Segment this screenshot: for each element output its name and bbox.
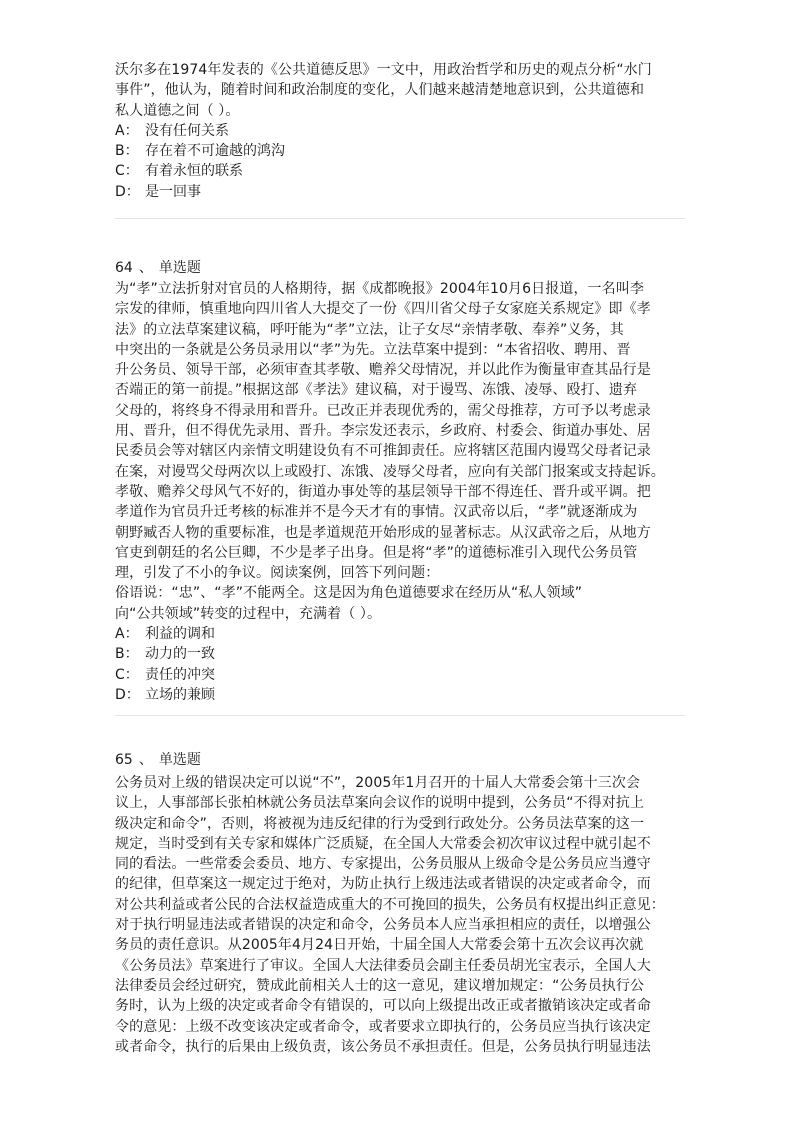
stem-line: 升公务员、领导干部，必须审查其孝敬、赡养父母情况，并以此作为衡量审查其品行是 <box>115 362 651 379</box>
stem-line: 父母的，将终身不得录用和晋升。已改正并表现优秀的，需父母推荐，方可予以考虑录 <box>115 402 651 419</box>
stem-line: 宗发的律师，慎重地向四川省人大提交了一份《四川省父母子女家庭关系规定》即《孝 <box>115 301 651 318</box>
stem-line: 事件”，他认为，随着时间和政治制度的变化，人们越来越清楚地意识到，公共道德和 <box>115 82 645 99</box>
stem-line: 法》的立法草案建议稿，呼吁能为“孝”立法，让子女尽“亲情孝敬、奉养”义务，其 <box>115 321 624 338</box>
option-label: C： <box>115 163 139 180</box>
option-label: C： <box>115 666 139 683</box>
separator: 、 <box>138 752 153 768</box>
option-text: 存在着不可逾越的鸿沟 <box>145 143 285 160</box>
stem-line: 对公共利益或者公民的合法权益造成重大的不可挽回的损失，公务员有权提出纠正意见： <box>115 896 665 913</box>
stem-line: 议上，人事部部长张柏林就公务员法草案向会议作的说明中提到，公务员“不得对抗上 <box>115 795 645 812</box>
option-text: 是一回事 <box>145 183 201 200</box>
option-label: B： <box>115 646 139 663</box>
question-65-header <box>115 750 201 770</box>
option-label: B： <box>115 143 139 160</box>
option-a[interactable] <box>115 121 685 141</box>
question-type: 单选题 <box>158 752 201 768</box>
stem-line: 令的意见：上级不改变该决定或者命令，或者要求立即执行的，公务员应当执行该决定 <box>115 1018 651 1035</box>
option-b[interactable] <box>115 141 685 161</box>
question-64 <box>115 279 685 705</box>
separator: 、 <box>138 260 153 276</box>
question-number: 65 <box>115 752 133 768</box>
option-label: D： <box>115 183 140 200</box>
stem-line: 务员的责任意识。从2005年4月24日开始，十届全国人大常委会第十五次会议再次就 <box>115 937 644 954</box>
option-d[interactable] <box>115 685 685 705</box>
stem-line: 务时，认为上级的决定或者命令有错误的，可以向上级提出改正或者撤销该决定或者命 <box>115 998 651 1015</box>
stem-line: 在案，对谩骂父母两次以上或殴打、冻饿、凌辱父母者，应向有关部门报案或支持起诉。 <box>115 463 665 480</box>
stem-line: 孝敬、赡养父母风气不好的，街道办事处等的基层领导干部不得连任、晋升或平调。把 <box>115 483 651 500</box>
option-b[interactable] <box>115 644 685 664</box>
stem-line: 同的看法。一些常委会委员、地方、专家提出，公务员服从上级命令是公务员应当遵守 <box>115 856 651 873</box>
stem-line: 沃尔多在1974年发表的《公共道德反思》一文中，用政治哲学和历史的观点分析“水门 <box>115 62 652 78</box>
divider <box>115 715 685 716</box>
stem-line: 或者命令，执行的后果由上级负责，该公务员不承担责任。但是，公务员执行明显违法 <box>115 1038 651 1055</box>
option-text: 责任的冲突 <box>145 666 215 683</box>
stem-line: 规定，当时受到有关专家和媒体广泛质疑，在全国人大常委会初次审议过程中就引起不 <box>115 835 651 852</box>
stem-line: 理，引发了不小的争议。阅读案例，回答下列问题： <box>115 565 440 582</box>
option-text: 没有任何关系 <box>145 122 229 139</box>
question-63-stem <box>115 60 685 121</box>
stem-line: 法律委员会经过研究，赞成此前相关人士的这一意见，建议增加规定：“公务员执行公 <box>115 977 645 994</box>
question-type: 单选题 <box>158 260 201 276</box>
stem-line: 中突出的一条就是公务员录用以“孝”为先。立法草案中提到：“本省招收、聘用、晋 <box>115 341 631 358</box>
stem-line: 官吏到朝廷的名公巨卿，不少是孝子出身。但是将“孝”的道德标准引入现代公务员管 <box>115 544 638 561</box>
stem-line: 民委员会等对辖区内亲情文明建设负有不可推卸责任。应将辖区范围内谩骂父母者记录 <box>115 443 651 460</box>
stem-line: 级决定和命令”，否则，将被视为违反纪律的行为受到行政处分。公务员法草案的这一 <box>115 815 645 832</box>
divider <box>115 218 685 219</box>
option-text: 动力的一致 <box>145 646 215 663</box>
stem-line: 对于执行明显违法或者错误的决定和命令，公务员本人应当承担相应的责任，以增强公 <box>115 917 651 934</box>
question-64-header <box>115 258 201 278</box>
stem-line: 公务员对上级的错误决定可以说“不”，2005年1月召开的十届人大常委会第十三次会 <box>115 775 641 791</box>
stem-line: 俗语说：“忠”、“孝”不能两全。这是因为角色道德要求在经历从“私人领域” <box>115 585 583 602</box>
stem-line: 否端正的第一前提。”根据这部《孝法》建议稿，对于谩骂、冻饿、凌辱、殴打、遗弃 <box>115 382 638 399</box>
question-number: 64 <box>115 260 133 276</box>
question-64-stem <box>115 279 685 624</box>
stem-line: 孝道作为官员升迁考核的标准并不是今天才有的事情。汉武帝以后，“孝”就逐渐成为 <box>115 504 638 521</box>
option-d[interactable] <box>115 182 685 202</box>
option-text: 利益的调和 <box>145 626 215 643</box>
stem-line: 向“公共领域”转变的过程中，充满着（ ）。 <box>115 605 382 622</box>
question-65 <box>115 773 685 1057</box>
stem-line: 的纪律，但草案这一规定过于绝对，为防止执行上级违法或者错误的决定或者命令，而 <box>115 876 651 893</box>
stem-line: 为“孝”立法折射对官员的人格期待，据《成都晚报》2004年10月6日报道，一名叫李 <box>115 281 644 297</box>
option-c[interactable] <box>115 665 685 685</box>
option-text: 立场的兼顾 <box>145 686 215 703</box>
option-text: 有着永恒的联系 <box>145 163 243 180</box>
question-65-stem <box>115 773 685 1057</box>
option-c[interactable] <box>115 161 685 181</box>
option-label: A： <box>115 626 139 643</box>
option-a[interactable] <box>115 624 685 644</box>
stem-line: 用、晋升，但不得优先录用、晋升。李宗发还表示，乡政府、村委会、街道办事处、居 <box>115 423 651 440</box>
option-label: A： <box>115 122 139 139</box>
stem-line: 私人道德之间（ ）。 <box>115 102 240 119</box>
stem-line: 朝野臧否人物的重要标准，也是孝道规范开始形成的显著标志。从汉武帝之后，从地方 <box>115 524 651 541</box>
question-63 <box>115 60 685 202</box>
stem-line: 《公务员法》草案进行了审议。全国人大法律委员会副主任委员胡光宝表示，全国人大 <box>115 957 651 974</box>
option-label: D： <box>115 686 140 703</box>
